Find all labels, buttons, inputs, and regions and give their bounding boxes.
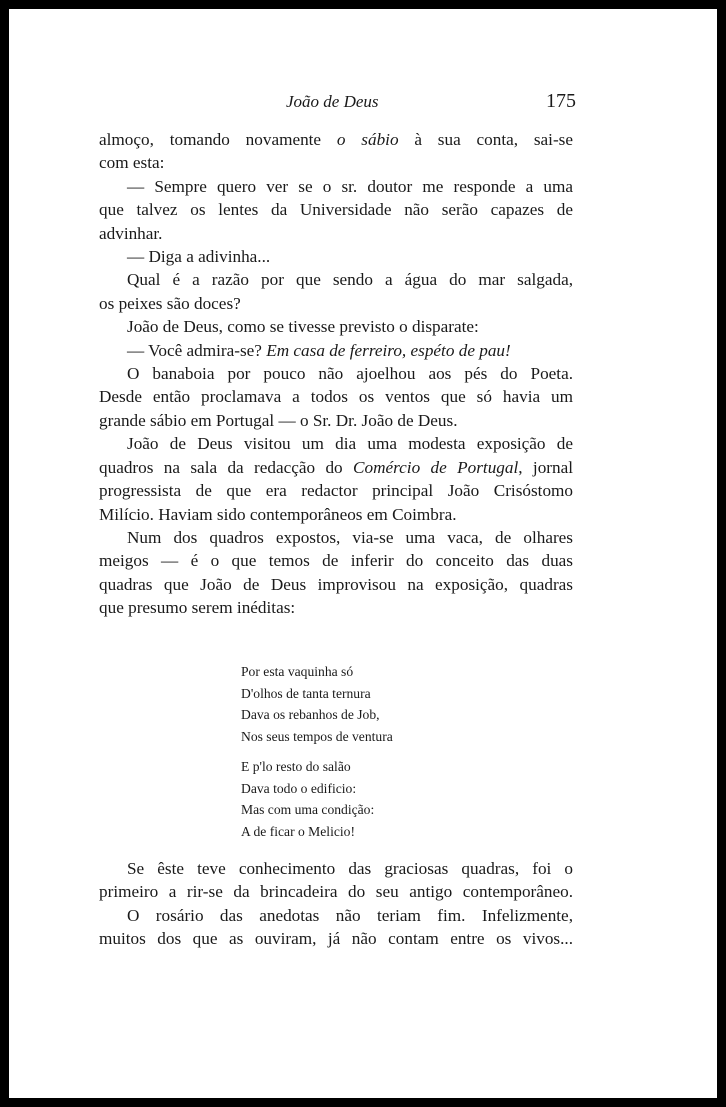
verse-line: D'olhos de tanta ternura (241, 685, 371, 701)
text-segment: quadros na sala da redacção do (99, 457, 354, 477)
text-line (99, 503, 573, 526)
text-line (99, 198, 573, 221)
text-line (99, 573, 573, 596)
verse-block (241, 661, 501, 843)
verse-line: Por esta vaquinha só (241, 664, 354, 679)
italic-text: o sábio (336, 130, 399, 149)
text-segment: que talvez os lentes da Universidade não serão capazes de (99, 200, 573, 220)
text-segment: muitos dos que as ouviram, já não contam entre os vivos... (99, 929, 573, 949)
verse-line: A de ficar o Melicio! (241, 823, 355, 839)
verse-line: E p'lo resto do salão (241, 758, 351, 774)
text-segment: — Sempre quero ver se o sr. doutor me responde a uma (127, 176, 573, 196)
text-line (99, 385, 573, 408)
text-line (99, 222, 573, 245)
text-line (99, 456, 573, 479)
verse-line: Mas com uma condição: (241, 802, 375, 818)
text-line (99, 362, 573, 385)
verse-stanza (241, 756, 501, 843)
text-line (99, 857, 573, 880)
text-segment: Desde então proclamava a todos os ventos que só havia um (99, 387, 573, 407)
text-segment: Qual é a razão por que sendo a água do mar salgada, (127, 270, 573, 290)
text-line (99, 596, 573, 619)
text-line (99, 409, 573, 432)
text-segment: Milício. Haviam sido contemporâneos em Coimbra. (99, 504, 457, 524)
text-line (99, 339, 573, 362)
closing-text (99, 857, 573, 951)
verse-line: Dava todo o edificio: (241, 780, 357, 796)
text-segment: primeiro a rir-se da brincadeira do seu antigo contemporâneo. (99, 882, 573, 902)
text-segment: meigos — é o que temos de inferir do conceito das duas (99, 551, 573, 571)
text-line (99, 151, 573, 174)
text-segment: O banaboia por pouco não ajoelhou aos pés do Poeta. (127, 364, 573, 384)
verse-line: Dava os rebanhos de Job, (241, 707, 380, 723)
text-segment: , jornal (518, 457, 574, 477)
text-segment: João de Deus, como se tivesse previsto o disparate: (127, 317, 479, 337)
verse-line: Nos seus tempos de ventura (241, 729, 393, 745)
body-text (99, 128, 573, 620)
text-segment: que presumo serem inéditas: (99, 598, 296, 618)
italic-text: Comércio de Portugal (353, 457, 519, 477)
text-segment: Se êste teve conhecimento das graciosas quadras, foi o (127, 859, 573, 878)
text-segment: à sua conta, sai-se (398, 130, 573, 149)
verse-stanza (241, 661, 501, 748)
text-segment: advinhar. (99, 223, 163, 243)
text-line (99, 175, 573, 198)
text-line (99, 549, 573, 572)
text-line (99, 315, 573, 338)
text-segment: — Você admira-se? (127, 340, 267, 360)
text-line (99, 526, 573, 549)
italic-text: Em casa de ferreiro, espéto de pau! (266, 340, 511, 360)
text-line (99, 245, 573, 268)
text-segment: quadras que João de Deus improvisou na exposição, quadras (99, 574, 573, 594)
text-segment: com esta: (99, 153, 165, 173)
text-line (99, 904, 573, 927)
text-line (99, 292, 573, 315)
text-segment: — Diga a adivinha... (127, 247, 271, 267)
text-line (99, 479, 573, 502)
text-line (99, 268, 573, 291)
text-line (99, 432, 573, 455)
text-segment: almoço, tomando novamente (99, 130, 337, 149)
text-segment: os peixes são doces? (99, 293, 241, 313)
text-line (99, 880, 573, 903)
text-segment: Num dos quadros expostos, via-se uma vaca, de olhares (127, 527, 573, 547)
running-title: João de Deus (286, 92, 379, 111)
text-segment: grande sábio em Portugal — o Sr. Dr. João de Deus. (99, 410, 458, 430)
text-segment: O rosário das anedotas não teriam fim. Infelizmente, (127, 905, 573, 925)
text-segment: João de Deus visitou um dia uma modesta exposição de (127, 434, 573, 454)
text-line (99, 128, 573, 151)
text-segment: progressista de que era redactor principal João Crisóstomo (99, 481, 573, 501)
page-number: 175 (546, 90, 576, 112)
book-page (9, 9, 717, 1098)
text-line (99, 927, 573, 950)
page-header (9, 90, 717, 114)
